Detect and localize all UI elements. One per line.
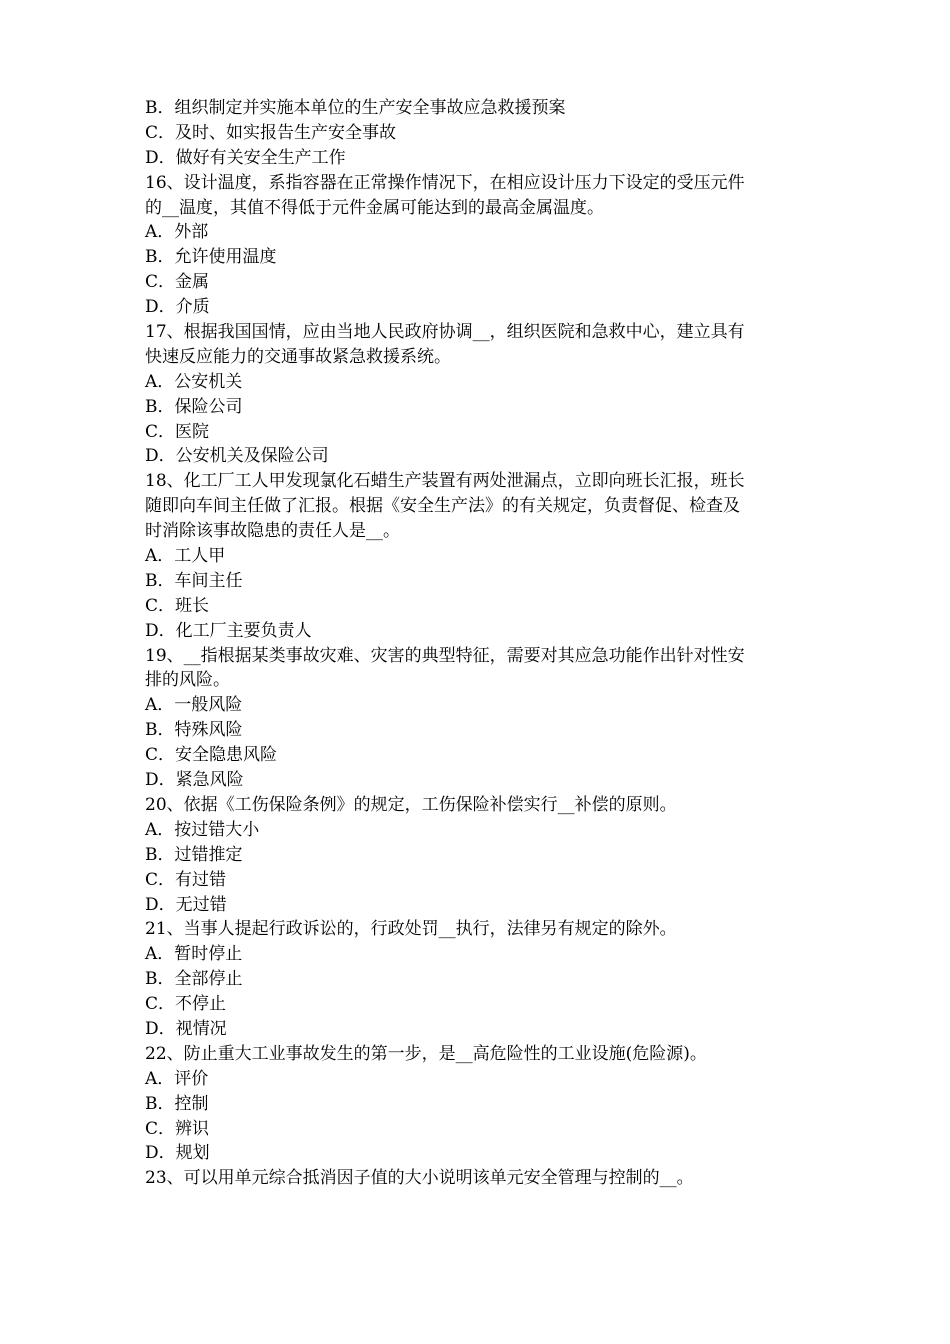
question-18-line-1: 18、化工厂工人甲发现氯化石蜡生产装置有两处泄漏点，立即向班长汇报，班长 [145, 471, 745, 492]
option-line: D．介质 [145, 297, 210, 318]
option-line: A．评价 [145, 1068, 209, 1089]
option-line: A．公安机关 [145, 371, 243, 392]
question-19-line-1: 19、__指根据某类事故灾难、灾害的典型特征，需要对其应急功能作出针对性安 [145, 645, 745, 666]
option-line: A．按过错大小 [145, 819, 260, 840]
question-23: 23、可以用单元综合抵消因子值的大小说明该单元安全管理与控制的__。 [145, 1168, 694, 1189]
question-18-line-2: 随即向车间主任做了汇报。根据《安全生产法》的有关规定，负责督促、检查及 [145, 496, 740, 517]
question-16-line-1: 16、设计温度，系指容器在正常操作情况下，在相应设计压力下设定的受压元件 [145, 172, 745, 193]
option-line: C．不停止 [145, 994, 227, 1015]
option-line: B．组织制定并实施本单位的生产安全事故应急救援预案 [145, 98, 566, 118]
option-line: C．安全隐患风险 [145, 745, 278, 766]
option-line: A．暂时停止 [145, 944, 243, 965]
option-line: D．做好有关安全生产工作 [145, 147, 346, 168]
option-line: D．紧急风险 [145, 770, 244, 791]
option-line: A．外部 [145, 222, 209, 243]
option-line: B．车间主任 [145, 570, 243, 591]
option-line: B．允许使用温度 [145, 247, 277, 268]
option-line: B．特殊风险 [145, 720, 243, 741]
option-line: B．全部停止 [145, 969, 243, 990]
option-line: C．金属 [145, 272, 210, 293]
option-line: B．保险公司 [145, 396, 243, 417]
question-16-line-2: 的__温度，其值不得低于元件金属可能达到的最高金属温度。 [145, 197, 604, 218]
question-17-line-2: 快速反应能力的交通事故紧急救援系统。 [145, 346, 451, 367]
option-line: C．及时、如实报告生产安全事故 [145, 122, 397, 143]
question-18-line-3: 时消除该事故隐患的责任人是__。 [145, 521, 400, 542]
option-line: A．一般风险 [145, 695, 243, 716]
option-line: C．班长 [145, 595, 210, 616]
question-22: 22、防止重大工业事故发生的第一步，是__高危险性的工业设施(危险源)。 [145, 1043, 707, 1064]
option-line: B．控制 [145, 1093, 209, 1114]
document-body [145, 96, 820, 1191]
question-21: 21、当事人提起行政诉讼的，行政处罚__执行，法律另有规定的除外。 [145, 919, 677, 940]
question-19-line-2: 排的风险。 [145, 670, 230, 691]
option-line: D．视情况 [145, 1018, 227, 1039]
option-line: C．辨识 [145, 1118, 210, 1139]
option-line: D．规划 [145, 1143, 210, 1164]
option-line: C．有过错 [145, 869, 227, 890]
option-line: D．无过错 [145, 894, 227, 915]
option-line: C．医院 [145, 421, 210, 442]
question-20: 20、依据《工伤保险条例》的规定，工伤保险补偿实行__补偿的原则。 [145, 794, 677, 815]
option-line: D．化工厂主要负责人 [145, 620, 312, 641]
option-line: A．工人甲 [145, 546, 226, 567]
option-line: D．公安机关及保险公司 [145, 446, 329, 467]
option-line: B．过错推定 [145, 844, 243, 865]
question-17-line-1: 17、根据我国国情，应由当地人民政府协调__，组织医院和急救中心，建立具有 [145, 322, 745, 343]
